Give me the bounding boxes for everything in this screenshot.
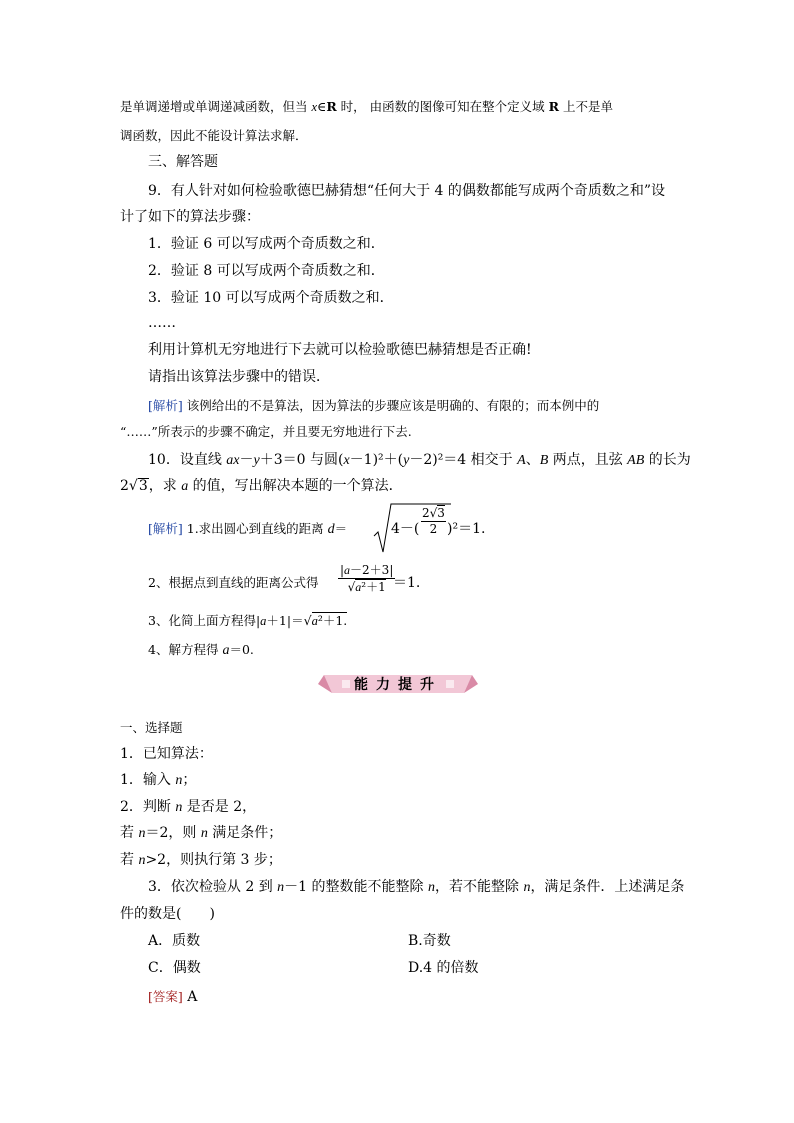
math-var: B (539, 453, 549, 468)
answer-tag: [答案] (148, 989, 183, 1004)
fraction (338, 563, 395, 595)
problem-line (120, 851, 282, 870)
math-var: n (200, 826, 208, 841)
fraction-numerator (421, 506, 446, 522)
text: 满足条件； (207, 825, 283, 841)
question-9-line1: 9．有人针对如何检验歌德巴赫猜想“任何大于 4 的偶数都能写成两个奇质数之和”设 (148, 183, 666, 199)
math-var: a (222, 643, 230, 658)
text: | (340, 563, 345, 577)
radicand (391, 520, 419, 538)
section-heading: 一、选择题 (120, 720, 183, 735)
math-var: d (327, 522, 335, 537)
math-symbol: ∈ (317, 99, 327, 114)
answer-value: A (182, 989, 198, 1005)
text: 3．依次检验从 2 到 (148, 879, 278, 895)
problem-line (120, 771, 196, 790)
math-var: y (253, 453, 260, 468)
problem-line (120, 824, 282, 843)
math-var: AB (627, 453, 645, 468)
option-b: B.奇数 (408, 933, 451, 949)
analysis-10-step3 (148, 612, 347, 630)
analysis-9-line2: “……”所表示的步骤不确定，并且要无穷地进行下去. (120, 424, 412, 439)
analysis-10-step4 (148, 641, 254, 660)
equation-end: ＝1. (393, 575, 421, 591)
sqrt-symbol: √ (128, 478, 138, 494)
text: >2，则执行第 3 步； (145, 852, 282, 868)
text: 1.求出圆心到直线的距离 (182, 521, 328, 536)
math-var: n (138, 826, 146, 841)
analysis-tag: [解析] (148, 521, 183, 536)
text-line (120, 98, 613, 116)
sqrt-symbol: √ (347, 580, 356, 594)
math-var: A (517, 453, 526, 468)
section-heading: 三、解答题 (148, 154, 218, 170)
question-9-line4: 请指出该算法步骤中的错误． (148, 369, 330, 385)
math-var: n (277, 880, 285, 895)
ellipsis: …… (148, 315, 176, 331)
text: ，求 (148, 478, 182, 494)
step-2: 2．验证 8 可以写成两个奇质数之和． (148, 263, 385, 279)
math-radicand: 3 (437, 506, 445, 520)
analysis-10-step1 (148, 520, 347, 539)
text: － (239, 452, 254, 468)
problem-line: 件的数是( ) (120, 906, 215, 922)
problem-line (148, 878, 684, 897)
text: 是否是 2， (182, 799, 257, 815)
text: 3、化简上面方程得| (148, 613, 261, 628)
text: ＝2，则 (145, 825, 201, 841)
math-var: a (181, 479, 189, 494)
math-var: n (175, 800, 183, 815)
text: －2＋3| (350, 563, 394, 577)
text: －2)²＝4 相交于 (409, 452, 518, 468)
math-set: R (548, 99, 560, 114)
question-10-line2 (120, 477, 403, 496)
text: 两点，且弦 (548, 452, 628, 468)
sqrt-symbol: √ (429, 506, 438, 520)
analysis-10-step2: 2、根据点到直线的距离公式得 (148, 575, 319, 590)
sqrt-symbol: √ (303, 613, 312, 628)
text: 的值，写出解决本题的一个算法． (188, 478, 403, 494)
text: ＝ (334, 521, 348, 536)
option-c: C．偶数 (148, 960, 201, 976)
step-1: 1．验证 6 可以写成两个奇质数之和． (148, 236, 385, 252)
question-9-line3: 利用计算机无穷地进行下去就可以检验歌德巴赫猜想是否正确! (148, 342, 532, 358)
math-radicand: 3 (138, 478, 148, 494)
text: ，若不能整除 (434, 879, 524, 895)
math-var: a (355, 580, 362, 594)
math-var: n (138, 853, 146, 868)
text: 2．判断 (120, 799, 176, 815)
math-var: n (427, 880, 435, 895)
problem-line: 1．已知算法： (120, 746, 213, 762)
math-var: a (344, 563, 351, 577)
math-var: ax (226, 453, 240, 468)
text: ＋3＝0 与圆( (259, 452, 344, 468)
text-line: 调函数，因此不能设计算法求解． (120, 128, 308, 143)
text: 该例给出的不是算法，因为算法的步骤应该是明确的、有限的；而本例中的 (182, 398, 600, 413)
math-set: R (326, 99, 337, 114)
text: 、 (525, 452, 540, 468)
text: 2 (120, 478, 129, 494)
text: ²＋1 (361, 580, 386, 594)
option-d: D.4 的倍数 (408, 960, 479, 976)
text: 1．输入 (120, 772, 176, 788)
text: ； (182, 772, 197, 788)
fraction (421, 506, 446, 537)
text: －1 的整数能不能整除 (284, 879, 428, 895)
math-var: y (403, 453, 410, 468)
step-3: 3．验证 10 可以写成两个奇质数之和． (148, 290, 394, 306)
text: 4－( (391, 521, 420, 537)
text: 时， 由函数的图像可知在整个定义域 (336, 99, 549, 114)
text: ＋1|＝ (266, 613, 304, 628)
text: 的长为 (644, 452, 691, 468)
text: 若 (120, 825, 139, 841)
text: 若 (120, 852, 139, 868)
text: 是单调递增或单调递减函数，但当 (120, 99, 312, 114)
question-10-line1 (148, 451, 691, 470)
fraction-numerator (338, 563, 395, 579)
fraction-denominator (338, 579, 395, 595)
analysis-tag: [解析] (148, 398, 183, 413)
text: ＝0. (229, 642, 254, 657)
section-banner-title: 能力提升 (354, 677, 442, 693)
problem-line (120, 798, 256, 817)
math-var: x (343, 453, 350, 468)
text: ，满足条件．上述满足条 (530, 879, 685, 895)
text: 4、解方程得 (148, 642, 223, 657)
math-var: x (311, 100, 318, 114)
math-var: n (175, 773, 183, 788)
text: －1)²＋( (349, 452, 404, 468)
math-var: a (260, 614, 267, 628)
answer-line (148, 988, 197, 1006)
radicand-end: )²＝1. (447, 521, 486, 537)
text: 2 (422, 506, 430, 520)
math-var: n (523, 880, 531, 895)
analysis-9-line1 (148, 397, 599, 415)
question-9-line2: 计了如下的算法步骤： (120, 209, 260, 225)
text: 上不是单 (559, 99, 613, 114)
fraction-denominator: 2 (429, 522, 438, 536)
option-a: A．质数 (148, 933, 201, 949)
text: 10．设直线 (148, 452, 227, 468)
text: ²＋1. (317, 613, 348, 628)
math-var: a (311, 614, 318, 628)
